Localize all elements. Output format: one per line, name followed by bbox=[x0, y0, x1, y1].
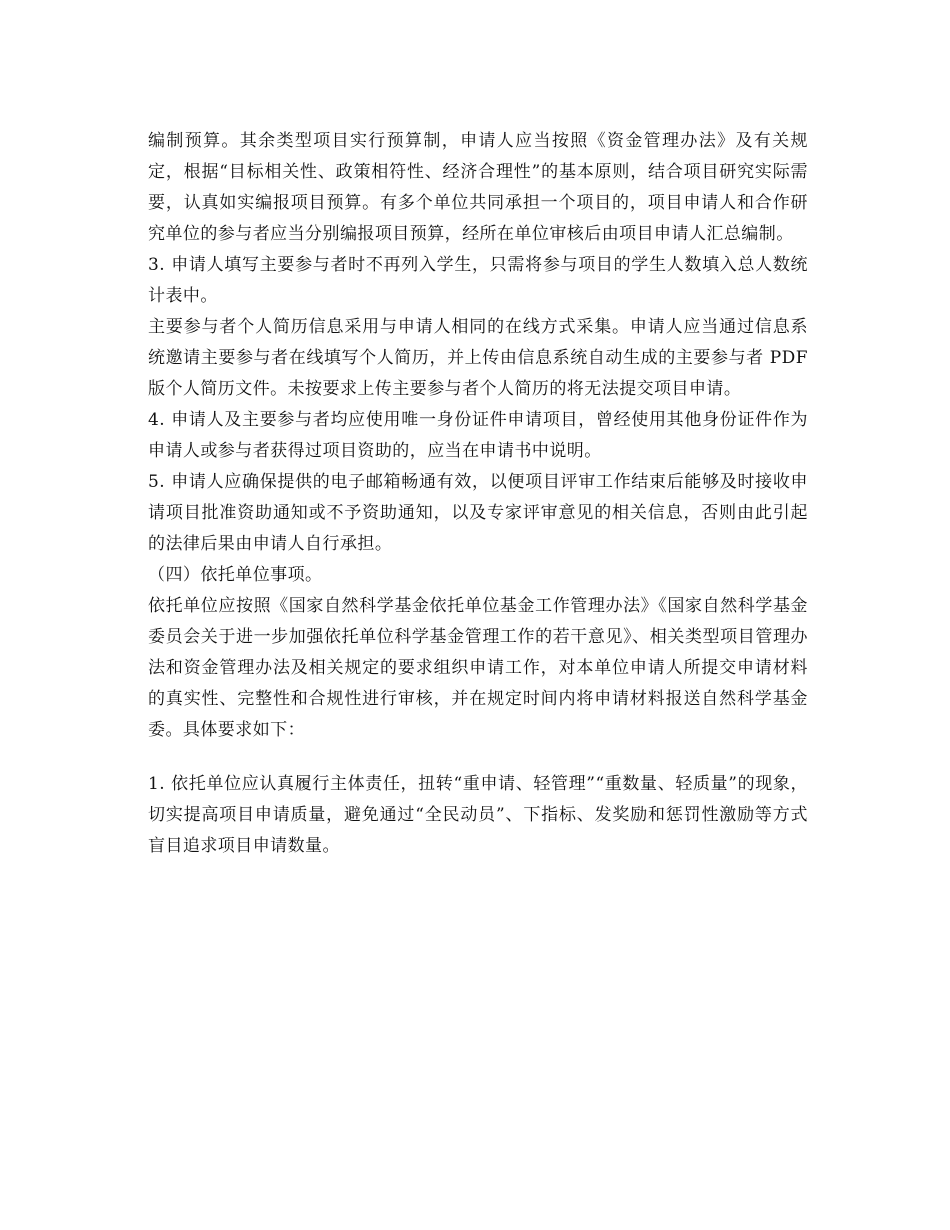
paragraph-budget-compilation: 编制预算。其余类型项目实行预算制，申请人应当按照《资金管理办法》及有关规定，根据“目标相关性、政策相符性、经济合理性”的基本原则，结合项目研究实际需要，认真如实编报项目预算。有多个单位共同承担一个项目的，项目申请人和合作研究单位的参与者应当分别编报项目预算，经所在单位审核后由项目申请人汇总编制。 bbox=[148, 131, 808, 244]
paragraph-supporting-unit-requirements: 依托单位应按照《国家自然科学基金依托单位基金工作管理办法》《国家自然科学基金委员会关于进一步加强依托单位科学基金管理工作的若干意见》、相关类型项目管理办法和资金管理办法及相关规定的要求组织申请工作，对本单位申请人所提交申请材料的真实性、完整性和合规性进行审核，并在规定时间内将申请材料报送自然科学基金委。具体要求如下： bbox=[148, 596, 808, 740]
paragraph-item-3-students: 3. 申请人填写主要参与者时不再列入学生，只需将参与项目的学生人数填入总人数统计表中。 bbox=[148, 255, 808, 306]
document-body bbox=[148, 126, 808, 862]
paragraph-supporting-unit-item-1: 1. 依托单位应认真履行主体责任，扭转“重申请、轻管理”“重数量、轻质量”的现象，切实提高项目申请质量，避免通过“全民动员”、下指标、发奖励和惩罚性激励等方式盲目追求项目申请数量。 bbox=[148, 774, 808, 856]
paragraph-participant-resume: 主要参与者个人简历信息采用与申请人相同的在线方式采集。申请人应当通过信息系统邀请主要参与者在线填写个人简历，并上传由信息系统自动生成的主要参与者 PDF 版个人简历文件。未按要求上传主要参与者个人简历的将无法提交项目申请。 bbox=[148, 317, 808, 399]
paragraph-item-5-email: 5. 申请人应确保提供的电子邮箱畅通有效，以便项目评审工作结束后能够及时接收申请项目批准资助通知或不予资助通知，以及专家评审意见的相关信息，否则由此引起的法律后果由申请人自行承担。 bbox=[148, 472, 808, 554]
paragraph-item-4-identity: 4. 申请人及主要参与者均应使用唯一身份证件申请项目，曾经使用其他身份证件作为申请人或参与者获得过项目资助的，应当在申请书中说明。 bbox=[148, 410, 808, 461]
section-heading-supporting-unit: （四）依托单位事项。 bbox=[148, 565, 323, 585]
